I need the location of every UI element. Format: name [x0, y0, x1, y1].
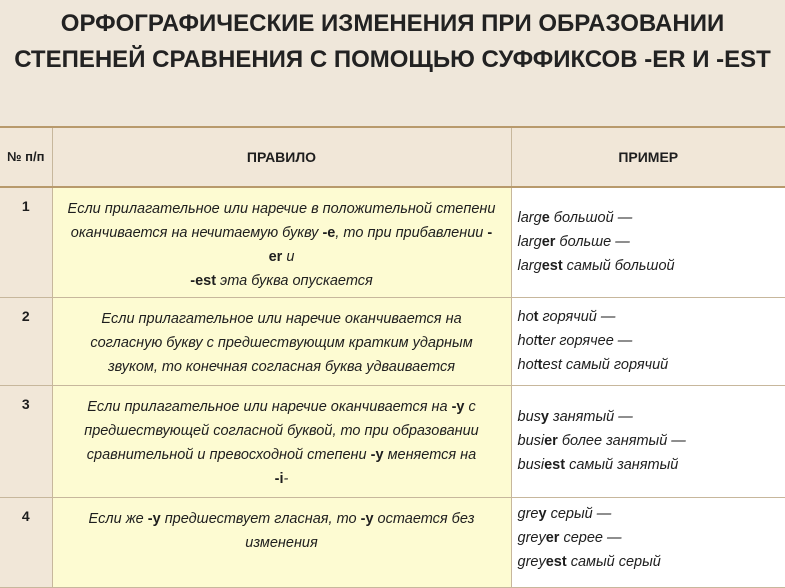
row-number: 2: [0, 297, 52, 385]
example-line: hotter горячее —: [517, 333, 633, 349]
page-title: ОРФОГРАФИЧЕСКИЕ ИЗМЕНЕНИЯ ПРИ ОБРАЗОВАНИИ СТЕПЕНЕЙ СРАВНЕНИЯ С ПОМОЩЬЮ СУФФИКСОВ -ER И -EST: [14, 10, 771, 73]
example-line: grey серый —: [517, 505, 612, 522]
example-line: hottest самый горячий: [517, 357, 669, 373]
comparison-rules-table: [0, 126, 785, 588]
header-number: № п/п: [0, 127, 52, 187]
table-row: [0, 385, 785, 497]
example-line: busier более занятый —: [517, 433, 686, 449]
table-row: [0, 497, 785, 587]
example-line: large большой —: [517, 210, 633, 227]
example-line: hot горячий —: [517, 309, 616, 325]
example-line: greyest самый серый: [517, 553, 661, 570]
example-line: largest самый большой: [517, 258, 675, 275]
example-cell: [511, 497, 785, 587]
header-rule: ПРАВИЛО: [52, 127, 511, 187]
rule-text: Если прилагательное или наречие в положительной степени оканчивается на нечитаемую букву -e, то при прибавлении -er и -est эта буква опускается: [52, 187, 511, 297]
rule-text: Если прилагательное или наречие оканчивается на -y с предшествующей согласной буквой, то при образовании сравнительной и превосходной степени -y меняется на -i-: [52, 385, 511, 497]
example-line: busy занятый —: [517, 409, 633, 425]
header-example: ПРИМЕР: [511, 127, 785, 187]
rule-text: Если же -y предшествует гласная, то -y остается без изменения: [52, 497, 511, 587]
example-line: greyer серее —: [517, 529, 622, 546]
example-cell: [511, 385, 785, 497]
table-row: [0, 187, 785, 297]
row-number: 3: [0, 385, 52, 497]
example-cell: [511, 297, 785, 385]
table-header-row: [0, 127, 785, 187]
rule-text: Если прилагательное или наречие оканчивается на согласную букву с предшествующим кратким ударным звуком, то конечная согласная буква удваивается: [52, 297, 511, 385]
example-cell: [511, 187, 785, 297]
example-line: busiest самый занятый: [517, 457, 679, 473]
row-number: 1: [0, 187, 52, 297]
table-row: [0, 297, 785, 385]
row-number: 4: [0, 497, 52, 587]
example-line: larger больше —: [517, 234, 630, 251]
